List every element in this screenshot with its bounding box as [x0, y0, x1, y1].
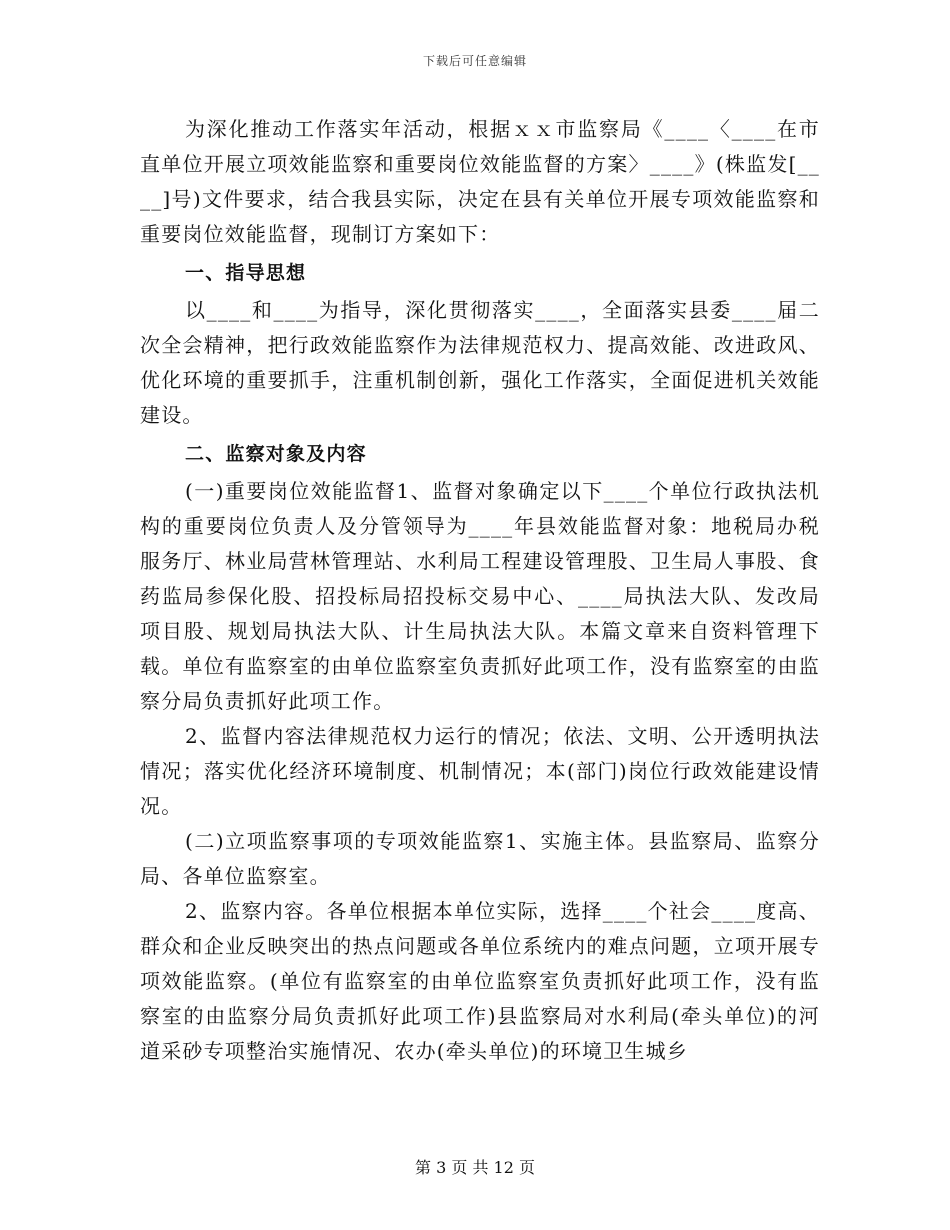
page-header-note: 下载后可任意编辑: [422, 54, 527, 68]
intro-paragraph: 为深化推动工作落实年活动，根据ｘｘ市监察局《____〈____在市直单位开展立项效能监察和重要岗位效能监督的方案〉____》(株监发[____]号)文件要求，结合我县实际，决定在县有关单位开展专项效能监察和重要岗位效能监督，现制订方案如下：: [140, 117, 820, 246]
guiding-ideology-paragraph: 以____和____为指导，深化贯彻落实____，全面落实县委____届二次全会精神，把行政效能监察作为法律规范权力、提高效能、改进政风、优化环境的重要抓手，注重机制创新，强化工作落实，全面促进机关效能建设。: [140, 298, 820, 427]
supervision-paragraph-3: (二)立项监察事项的专项效能监察1、实施主体。县监察局、监察分局、各单位监察室。: [140, 829, 820, 888]
section-heading-guiding-ideology: 一、指导思想: [185, 262, 307, 284]
supervision-paragraph-1: (一)重要岗位效能监督1、监督对象确定以下____个单位行政执法机构的重要岗位负责人及分管领导为____年县效能监督对象：地税局办税服务厅、林业局营林管理站、水利局工程建设管理股、卫生局人事股、食药监局参保化股、招投标局招投标交易中心、____局执法大队、发改局项目股、规划局执法大队、计生局执法大队。本篇文章来自资料管理下载。单位有监察室的由单位监察室负责抓好此项工作，没有监察室的由监察分局负责抓好此项工作。: [140, 479, 820, 713]
section-heading-supervision-targets: 二、监察对象及内容: [185, 443, 367, 465]
supervision-paragraph-4: 2、监察内容。各单位根据本单位实际，选择____个社会____度高、群众和企业反映突出的热点问题或各单位系统内的难点问题，立项开展专项效能监察。(单位有监察室的由单位监察室负责抓好此项工作，没有监察室的由监察分局负责抓好此项工作)县监察局对水利局(牵头单位)的河道采砂专项整治实施情况、农办(牵头单位)的环境卫生城乡: [140, 899, 820, 1063]
supervision-paragraph-2: 2、监督内容法律规范权力运行的情况；依法、文明、公开透明执法情况；落实优化经济环境制度、机制情况；本(部门)岗位行政效能建设情况。: [140, 724, 820, 818]
document-body: [140, 112, 820, 1069]
page-number-footer: 第 3 页 共 12 页: [415, 1158, 535, 1177]
